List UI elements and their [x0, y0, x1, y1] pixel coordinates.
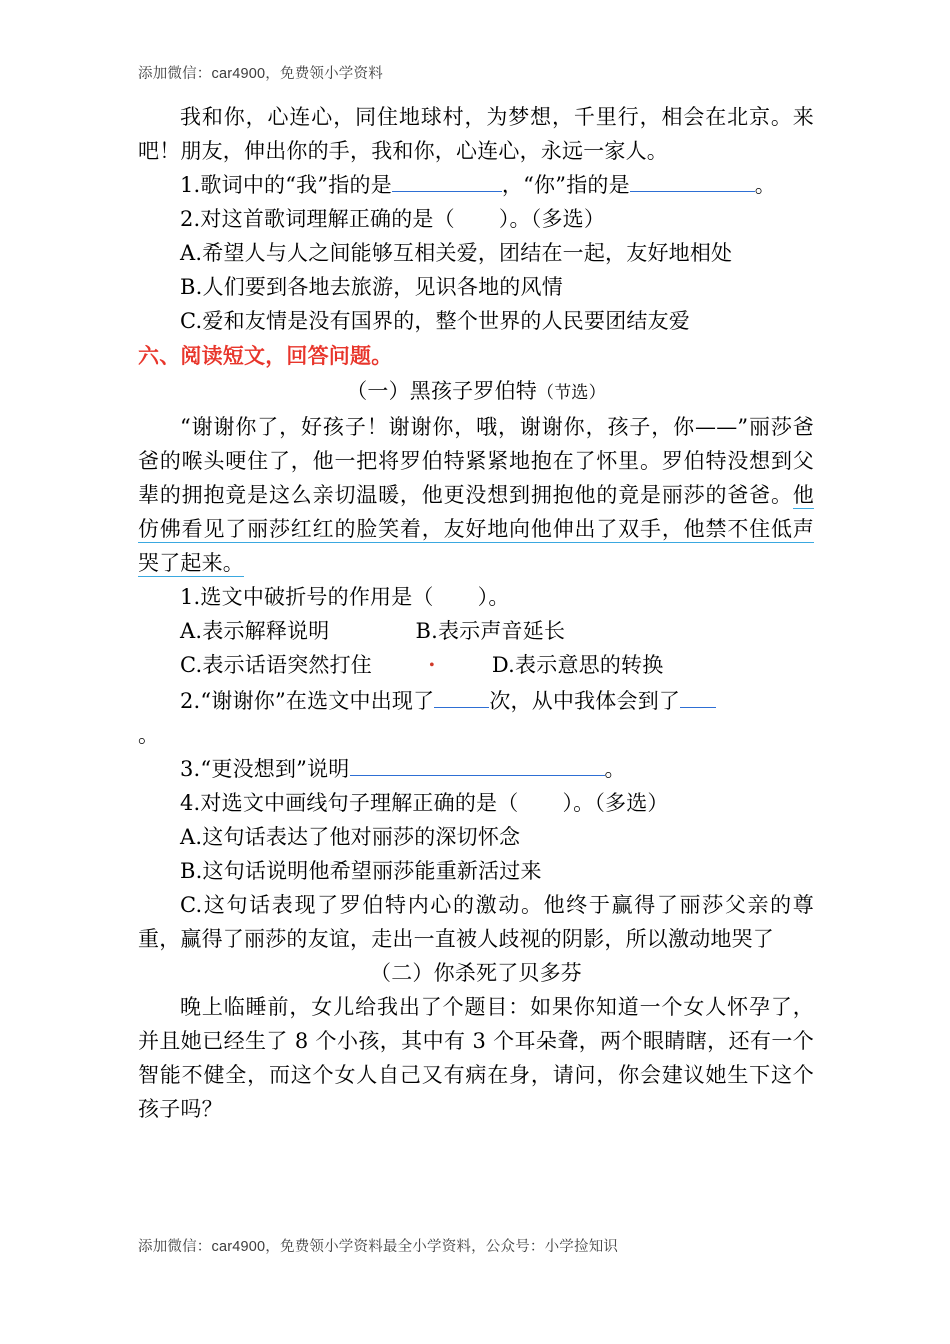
q1-blank-1[interactable]: [392, 171, 502, 192]
question-1-line: [138, 168, 814, 202]
passage-one-text: “谢谢你了，好孩子！谢谢你，哦，谢谢你，孩子，你——”丽莎爸爸的喉头哽住了，他一把将罗伯特紧紧地抱在了怀里。罗伯特没想到父辈的拥抱竟是这么亲切温暖，他更没想到拥抱他的竟是丽莎的爸爸。: [138, 415, 814, 507]
section-six-heading: 六、阅读短文，回答问题。: [138, 343, 393, 368]
p1-q2-text-a: 2.“谢谢你”在选文中出现了: [180, 688, 435, 713]
p1-question-3: [138, 752, 814, 786]
p1-question-2: [138, 684, 814, 718]
q1-suffix: 。: [754, 173, 776, 197]
p1-q2-text-b: 次，从中我体会到了: [489, 688, 681, 713]
p1-q4-option-a: A.这句话表达了他对丽莎的深切怀念: [180, 824, 521, 849]
p1-q4-option-c: C.这句话表现了罗伯特内心的激动。他终于赢得了丽莎父亲的尊重，赢得了丽莎的友谊，走出一直被人歧视的阴影，所以激动地哭了: [138, 892, 814, 951]
p1-q1-option-c: C.表示话语突然打住: [180, 653, 372, 677]
p1-q1-option-b: B.表示声音延长: [415, 619, 566, 643]
p1-q3-blank[interactable]: [350, 755, 605, 776]
passage-one-title-main: （一）黑孩子罗伯特: [346, 379, 537, 403]
watermark-top: 添加微信：car4900，免费领小学资料: [138, 66, 383, 82]
p1-question-1: [138, 580, 814, 614]
p1-q1-after: ）。: [477, 585, 510, 609]
red-dot-mark: •: [428, 658, 436, 674]
p1-q1-option-d: D.表示意思的转换: [491, 653, 664, 677]
p1-q2-blank-1[interactable]: [434, 687, 489, 708]
question-2-line: [138, 202, 814, 236]
p1-q1-before: 1.选文中破折号的作用是（: [180, 585, 434, 609]
p1-q1-options-ab: [138, 614, 814, 648]
q1-prefix: 1.歌词中的“我”指的是: [180, 173, 392, 197]
p1-q3-text-b: 。: [604, 756, 626, 781]
p1-q3-text-a: 3.“更没想到”说明: [180, 756, 350, 781]
q2-option-b: B.人们要到各地去旅游，见识各地的风情: [180, 275, 563, 299]
document-content: [138, 100, 814, 1126]
q1-mid: ，“你”指的是: [501, 173, 630, 197]
q2-option-a: A.希望人与人之间能够互相关爱，团结在一起，友好地相处: [180, 241, 733, 265]
p1-q2-text-c: 。: [138, 722, 160, 747]
p1-q2-blank-2[interactable]: [680, 687, 716, 708]
passage-two-paragraph: 晚上临睡前，女儿给我出了个题目：如果你知道一个女人怀孕了，并且她已经生了 8 个小孩，其中有 3 个耳朵聋，两个眼睛瞎，还有一个智能不健全，而这个女人自己又有病在身，请问，你会建议她生下这个孩子吗？: [138, 994, 814, 1121]
p1-question-2-tail: [138, 718, 814, 752]
q2-after: ）。（多选）: [498, 207, 606, 231]
passage-one-title-note: （节选）: [537, 383, 606, 403]
q2-before: 2.对这首歌词理解正确的是（: [180, 207, 455, 231]
p1-q4-before: 4.对选文中画线句子理解正确的是（: [180, 790, 519, 815]
passage-two-title: （二）你杀死了贝多芬: [370, 960, 582, 985]
passage-one-title: [138, 374, 814, 410]
passage-one-paragraph: [138, 410, 814, 580]
passage-one-underlined-sentence: 他仿佛看见了丽莎红红的脸笑着，友好地向他伸出了双手，他禁不住低声哭了起来。: [138, 483, 814, 575]
p1-q1-option-a: A.表示解释说明: [180, 619, 330, 643]
q2-option-c: C.爱和友情是没有国界的，整个世界的人民要团结友爱: [180, 309, 690, 333]
p1-q4-option-b: B.这句话说明他希望丽莎能重新活过来: [180, 858, 542, 883]
watermark-bottom: 添加微信：car4900，免费领小学资料最全小学资料，公众号：小学捡知识: [138, 1239, 619, 1255]
p1-question-4: [138, 786, 814, 820]
q1-blank-2[interactable]: [630, 171, 755, 192]
p1-q4-after: ）。（多选）: [562, 790, 669, 815]
p1-q1-options-cd: [138, 648, 814, 684]
song-lyric-paragraph: 我和你，心连心，同住地球村，为梦想，千里行，相会在北京。来吧！朋友，伸出你的手，我和你，心连心，永远一家人。: [138, 105, 814, 163]
